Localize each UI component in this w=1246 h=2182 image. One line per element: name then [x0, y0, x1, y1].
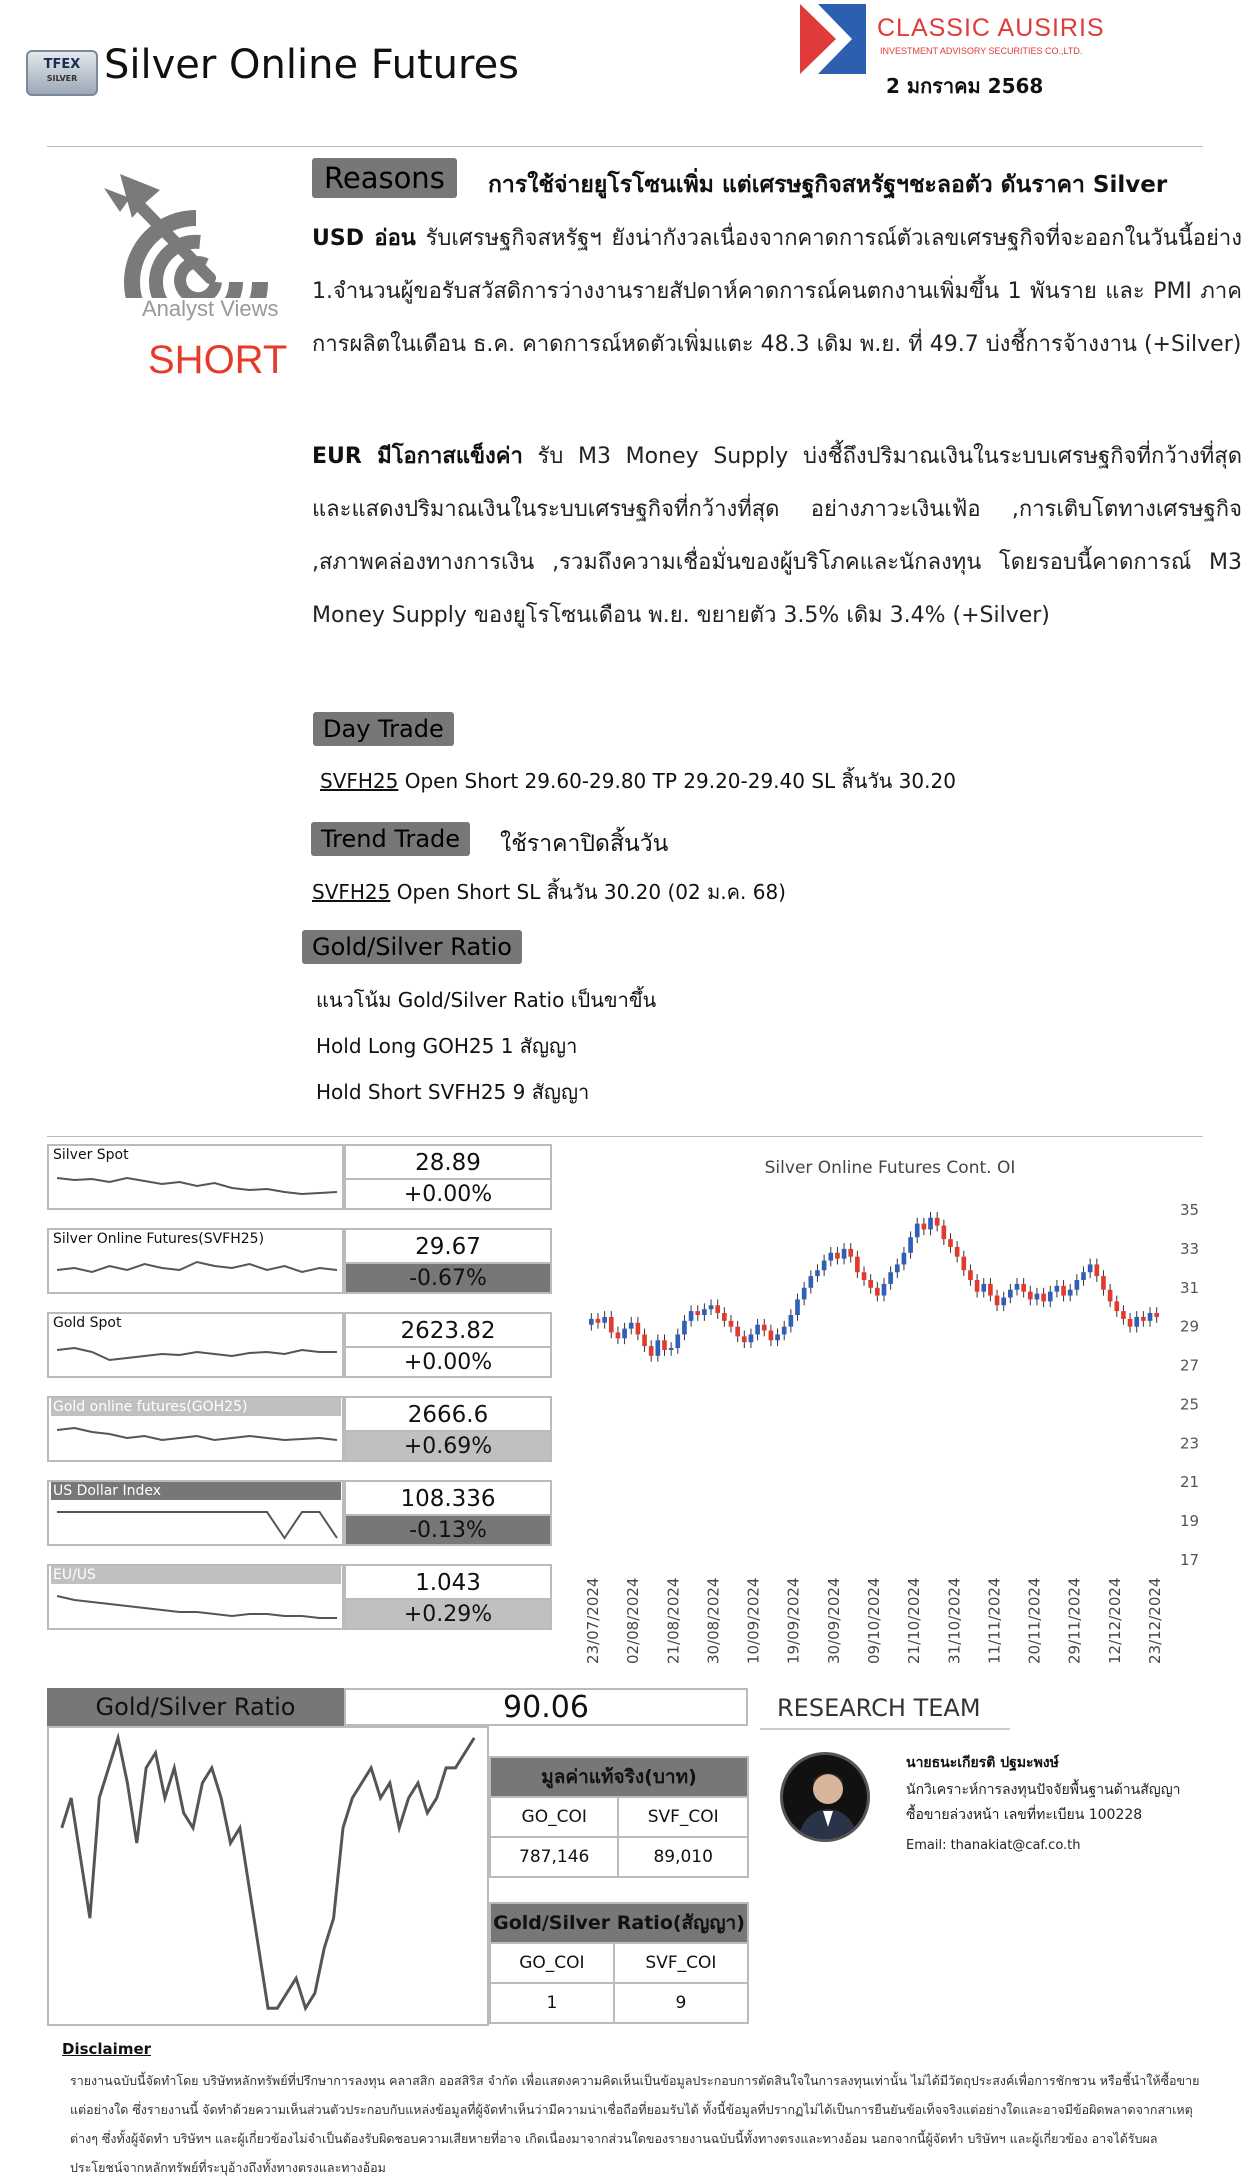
y-tick-label: 19 [1180, 1512, 1200, 1531]
trend-trade-note: ใช้ราคาปิดสิ้นวัน [500, 831, 669, 857]
candle-body [842, 1249, 847, 1259]
avatar [780, 1752, 870, 1842]
market-panel [47, 1144, 552, 1210]
candle-body [1061, 1286, 1066, 1296]
market-value: 28.89 [344, 1144, 552, 1178]
candle-body [682, 1321, 687, 1335]
candle-body [596, 1319, 601, 1323]
market-value: 2623.82 [344, 1312, 552, 1346]
candle-body [808, 1276, 813, 1288]
reason-eur-paragraph [312, 430, 1242, 642]
candle-body [895, 1264, 900, 1272]
candle-body [988, 1284, 993, 1296]
candle-body [1015, 1284, 1020, 1290]
candle-body [602, 1317, 607, 1323]
market-sparkline [53, 1248, 341, 1292]
market-change: +0.29% [344, 1598, 552, 1630]
x-tick-label: 30/08/2024 [704, 1577, 723, 1664]
candle-body [795, 1299, 800, 1315]
market-sparkline-box [47, 1564, 344, 1630]
y-tick-label: 25 [1180, 1395, 1200, 1414]
x-tick-label: 19/09/2024 [784, 1577, 803, 1664]
market-panel [47, 1312, 552, 1378]
candle-body [695, 1311, 700, 1315]
candle-body [948, 1239, 953, 1247]
analyst-views-label: Analyst Views [142, 296, 279, 321]
tfex-logo-text: TFEX [43, 57, 81, 72]
market-panel [47, 1396, 552, 1462]
candle-body [702, 1309, 707, 1315]
sparkline-line [57, 1262, 337, 1272]
brand-name: CLASSIC AUSIRIS [877, 14, 1105, 42]
candle-body [848, 1249, 853, 1257]
x-tick-label: 09/10/2024 [865, 1577, 883, 1664]
fair-value-go: 787,146 [490, 1837, 618, 1877]
candle-body [762, 1325, 767, 1331]
market-value: 2666.6 [344, 1396, 552, 1430]
ratio-contracts-title: Gold/Silver Ratio(สัญญา) [490, 1903, 748, 1943]
candle-body [1028, 1292, 1033, 1300]
candle-body [1088, 1264, 1093, 1272]
candle-body [729, 1321, 734, 1327]
candle-body [902, 1253, 907, 1265]
trend-trade-text: Open Short SL สิ้นวัน 30.20 (02 ม.ค. 68) [390, 880, 786, 904]
candle-body [669, 1348, 674, 1350]
y-tick-label: 31 [1180, 1278, 1200, 1297]
research-divider [760, 1728, 1010, 1730]
market-sparkline-box [47, 1480, 344, 1546]
candle-body [942, 1226, 947, 1240]
disclaimer-text: รายงานฉบับนี้จัดทำโดย บริษัทหลักทรัพย์ที่ปรึกษาการลงทุน คลาสสิก ออสสิริส จำกัด เพื่อแสดงความคิดเห็นเป็นข้อมูลประกอบการตัดสินใจในการลงทุนเท่านั้น ไม่ได้มีวัตถุประสงค์เพื่อการชักชวน หรือชี้นำให้ซื้อขายแต่อย่างใด ซึ่งรายงานนี้ จัดทำด้วยความเห็นส่วนตัวประกอบกับแหล่งข้อมูลที่ผู้จัดทำเห็นว่ามีความน่าเชื่อถือที่ยอมรับได้ ทั้งนี้ข้อมูลที่ปรากฏไม่ได้เป็นการยืนยันข้อเท็จจริงแต่อย่างใดและอาจมีข้อผิดพลาดจากสาเหตุต่างๆ ซึ่งทั้งผู้จัดทำ บริษัทฯ และผู้เกี่ยวข้องไม่จำเป็นต้องรับผิดชอบความเสียหายที่อาจ เกิดเนื่องมาจากส่วนใดของรายงานฉบับนี้ทั้งทางตรงและทางอ้อม นอกจากนี้ผู้จัดทำ บริษัทฯ และผู้เกี่ยวข้อง อาจได้รับผลประโยชน์จากหลักทรัพย์ที่ระบุอ้างถึงทั้งทางตรงและทางอ้อม [70, 2073, 1200, 2175]
fair-value-table [489, 1756, 749, 1878]
candle-body [649, 1346, 654, 1356]
candle-body [1141, 1317, 1146, 1321]
sparkline-line [57, 1348, 337, 1360]
candle-body [675, 1334, 680, 1348]
reason-usd-text: รับเศรษฐกิจสหรัฐฯ ยังน่ากังวลเนื่องจากคาดการณ์ตัวเลขเศรษฐกิจที่จะออกในวันนี้อย่าง 1.จำนวนผู้ขอรับสวัสดิการว่างงานรายสัปดาห์คาดการณ์คนตกงานเพิ่มขึ้น 1 พันราย และ PMI ภาคการผลิตในเดือน ธ.ค. คาดการณ์หดตัวเพิ่มแตะ 48.3 เดิม พ.ย. ที่ 49.7 บ่งชี้การจ้างงาน (+Silver) [312, 226, 1242, 357]
market-change: -0.13% [344, 1514, 552, 1546]
ratio-contracts-table [489, 1902, 749, 2024]
gs-ratio-line-2: Hold Long GOH25 1 สัญญา [316, 1034, 578, 1058]
x-tick-label: 21/10/2024 [905, 1577, 924, 1664]
candle-body [755, 1325, 760, 1335]
market-sparkline-box [47, 1396, 344, 1462]
candle-body [735, 1327, 740, 1337]
y-tick-label: 27 [1180, 1356, 1200, 1375]
day-trade-text: Open Short 29.60-29.80 TP 29.20-29.40 SL สิ้นวัน 30.20 [398, 769, 956, 793]
candle-body [709, 1305, 714, 1309]
chart-title: Silver Online Futures Cont. OI [764, 1158, 1016, 1178]
sparkline-line [57, 1596, 337, 1618]
day-trade-line [320, 765, 956, 797]
market-label: US Dollar Index [51, 1482, 341, 1500]
market-sparkline [53, 1416, 341, 1460]
market-sparkline-box [47, 1312, 344, 1378]
y-tick-label: 21 [1180, 1473, 1200, 1492]
market-value: 108.336 [344, 1480, 552, 1514]
researcher-role-1: นักวิเคราะห์การลงทุนปัจจัยพื้นฐานด้านสัญญา [906, 1782, 1181, 1798]
candle-body [1075, 1280, 1080, 1290]
research-team-title: RESEARCH TEAM [777, 1694, 981, 1722]
candle-body [935, 1218, 940, 1226]
reason-eur-text: รับ M3 Money Supply บ่งชี้ถึงปริมาณเงินในระบบเศรษฐกิจที่กว้างที่สุด และแสดงปริมาณเงินในระบบเศรษฐกิจที่กว้างที่สุด อย่างภาวะเงินเฟ้อ ,การเติบโตทางเศรษฐกิจ ,สภาพคล่องทางการเงิน ,รวมถึงความเชื่อมั่นของผู้บริโภคและนักลงทุน โดยรอบนี้คาดการณ์ M3 Money Supply ของยูโรโซนเดือน พ.ย. ขยายตัว 3.5% เดิม 3.4% (+Silver) [312, 444, 1243, 628]
candle-body [922, 1224, 927, 1230]
market-value: 29.67 [344, 1228, 552, 1262]
candle-body [961, 1257, 966, 1271]
market-value: 1.043 [344, 1564, 552, 1598]
page-title: Silver Online Futures [104, 42, 520, 88]
candle-body [855, 1257, 860, 1273]
day-trade-symbol: SVFH25 [320, 769, 399, 793]
candle-body [1041, 1294, 1046, 1302]
market-label: Gold online futures(GOH25) [51, 1398, 341, 1416]
market-label: EU/US [51, 1566, 341, 1584]
market-sparkline [53, 1584, 341, 1628]
market-change: +0.00% [344, 1346, 552, 1378]
market-label: Silver Spot [51, 1146, 341, 1164]
researcher-email: Email: thanakiat@caf.co.th [906, 1838, 1081, 1853]
candle-body [609, 1317, 614, 1333]
y-tick-label: 29 [1180, 1317, 1200, 1336]
y-tick-label: 23 [1180, 1434, 1200, 1453]
market-panel [47, 1564, 552, 1630]
ratio-contracts-go: 1 [490, 1983, 614, 2023]
candle-body [822, 1261, 827, 1271]
day-trade-tag: Day Trade [313, 712, 454, 746]
fair-value-header-go: GO_COI [490, 1797, 618, 1837]
candle-body [868, 1280, 873, 1288]
tfex-logo [26, 50, 98, 96]
analyst-view-short: SHORT [148, 338, 288, 382]
candle-body [629, 1323, 634, 1329]
candle-body [662, 1340, 667, 1350]
reason-usd-paragraph [312, 212, 1242, 371]
candle-body [1035, 1294, 1040, 1300]
candle-body [1134, 1317, 1139, 1327]
y-tick-label: 35 [1180, 1201, 1200, 1219]
candle-body [862, 1272, 867, 1280]
market-change: +0.00% [344, 1178, 552, 1210]
market-panel [47, 1228, 552, 1294]
sparkline-line [57, 1178, 337, 1194]
researcher-role [906, 1778, 1181, 1828]
candle-body [1121, 1311, 1126, 1319]
candle-body [722, 1313, 727, 1321]
trend-trade-symbol: SVFH25 [312, 880, 391, 904]
candle-body [888, 1272, 893, 1284]
candle-body [1094, 1264, 1099, 1276]
reasons-headline: การใช้จ่ายยูโรโซนเพิ่ม แต่เศรษฐกิจสหรัฐฯชะลอตัว ดันราคา Silver [488, 172, 1168, 198]
candle-body [928, 1218, 933, 1230]
market-sparkline [53, 1332, 341, 1376]
candle-body [882, 1284, 887, 1296]
candle-body [995, 1296, 1000, 1306]
disclaimer-title: Disclaimer [62, 2040, 152, 2058]
reason-usd-bold: USD อ่อน [312, 226, 416, 251]
candle-body [835, 1253, 840, 1259]
x-tick-label: 20/11/2024 [1025, 1577, 1044, 1664]
candle-body [828, 1253, 833, 1261]
fair-value-title: มูลค่าแท้จริง(บาท) [490, 1757, 748, 1797]
x-tick-label: 30/09/2024 [824, 1577, 843, 1664]
x-tick-label: 11/11/2024 [985, 1577, 1004, 1664]
candle-body [1108, 1290, 1113, 1302]
ratio-contracts-svf: 9 [614, 1983, 748, 2023]
tfex-logo-sub: SILVER [46, 74, 78, 83]
market-label: Gold Spot [51, 1314, 341, 1332]
researcher-name: นายธนะเกียรติ ปฐมะพงษ์ [906, 1755, 1059, 1771]
market-sparkline [53, 1164, 341, 1208]
candle-body [1081, 1272, 1086, 1280]
candle-body [908, 1237, 913, 1253]
brand-subtitle: INVESTMENT ADVISORY SECURITIES CO.,LTD. [880, 46, 1083, 56]
candle-body [715, 1305, 720, 1313]
candle-body [875, 1288, 880, 1296]
ratio-contracts-header-svf: SVF_COI [614, 1943, 748, 1983]
candle-body [642, 1334, 647, 1346]
x-tick-label: 23/12/2024 [1146, 1577, 1164, 1664]
candle-body [955, 1247, 960, 1257]
reasons-tag: Reasons [312, 158, 457, 198]
candle-body [981, 1284, 986, 1292]
candle-body [1148, 1313, 1153, 1321]
report-date: 2 มกราคม 2568 [886, 74, 1044, 98]
target-icon [100, 158, 292, 298]
market-sparkline [53, 1500, 341, 1544]
candle-body [782, 1327, 787, 1335]
candle-body [1128, 1319, 1133, 1327]
candle-body [1114, 1301, 1119, 1311]
gs-ratio-line-3: Hold Short SVFH25 9 สัญญา [316, 1080, 590, 1104]
candle-body [1008, 1290, 1013, 1298]
section-divider [47, 1136, 1203, 1137]
brand-logo-icon [800, 4, 866, 74]
candle-body [1101, 1276, 1106, 1290]
header-divider [47, 146, 1203, 147]
trend-trade-line [312, 876, 786, 908]
candle-body [622, 1329, 627, 1339]
candle-body [1001, 1298, 1006, 1306]
trend-trade-tag: Trend Trade [311, 822, 470, 856]
candle-body [689, 1311, 694, 1321]
market-change: +0.69% [344, 1430, 552, 1462]
y-tick-label: 17 [1180, 1551, 1200, 1569]
market-change: -0.67% [344, 1262, 552, 1294]
sparkline-line [57, 1428, 337, 1440]
ratio-contracts-header-go: GO_COI [490, 1943, 614, 1983]
candle-body [1055, 1286, 1060, 1292]
x-tick-label: 12/12/2024 [1105, 1577, 1124, 1664]
x-tick-label: 29/11/2024 [1065, 1577, 1084, 1664]
market-sparkline-box [47, 1228, 344, 1294]
candle-body [789, 1315, 794, 1327]
candle-body [742, 1336, 747, 1342]
candle-body [775, 1334, 780, 1340]
market-label: Silver Online Futures(SVFH25) [51, 1230, 341, 1248]
ratio-chart [47, 1726, 489, 2026]
person-icon [783, 1755, 870, 1842]
fair-value-svf: 89,010 [618, 1837, 748, 1877]
sparkline-line [57, 1512, 337, 1538]
x-tick-label: 23/07/2024 [584, 1577, 602, 1664]
candle-body [616, 1333, 621, 1339]
x-tick-label: 02/08/2024 [624, 1577, 643, 1664]
ratio-value: 90.06 [344, 1688, 748, 1726]
candle-body [656, 1340, 661, 1356]
candle-body [1154, 1313, 1159, 1317]
candle-body [589, 1319, 594, 1325]
ratio-title: Gold/Silver Ratio [47, 1688, 344, 1726]
gs-ratio-line-1: แนวโน้ม Gold/Silver Ratio เป็นขาขึ้น [316, 988, 657, 1012]
ratio-line [62, 1738, 474, 2008]
candle-body [769, 1331, 774, 1341]
candle-body [975, 1280, 980, 1292]
fair-value-header-svf: SVF_COI [618, 1797, 748, 1837]
market-panel [47, 1480, 552, 1546]
gs-ratio-tag: Gold/Silver Ratio [302, 930, 522, 964]
candle-body [915, 1224, 920, 1238]
candle-body [636, 1323, 641, 1335]
y-tick-label: 33 [1180, 1239, 1200, 1258]
reason-eur-bold: EUR มีโอกาสแข็งค่า [312, 444, 523, 469]
candle-body [968, 1270, 973, 1280]
x-tick-label: 31/10/2024 [945, 1577, 964, 1664]
silver-futures-chart [560, 1150, 1246, 1680]
candle-body [749, 1334, 754, 1342]
candle-body [1048, 1292, 1053, 1302]
x-tick-label: 21/08/2024 [664, 1577, 683, 1664]
candle-body [815, 1270, 820, 1276]
x-tick-label: 10/09/2024 [744, 1577, 763, 1664]
market-sparkline-box [47, 1144, 344, 1210]
candle-body [802, 1288, 807, 1300]
candle-body [1021, 1284, 1026, 1292]
researcher-role-2: ซื้อขายล่วงหน้า เลขที่ทะเบียน 100228 [906, 1807, 1143, 1823]
candle-body [1068, 1290, 1073, 1296]
